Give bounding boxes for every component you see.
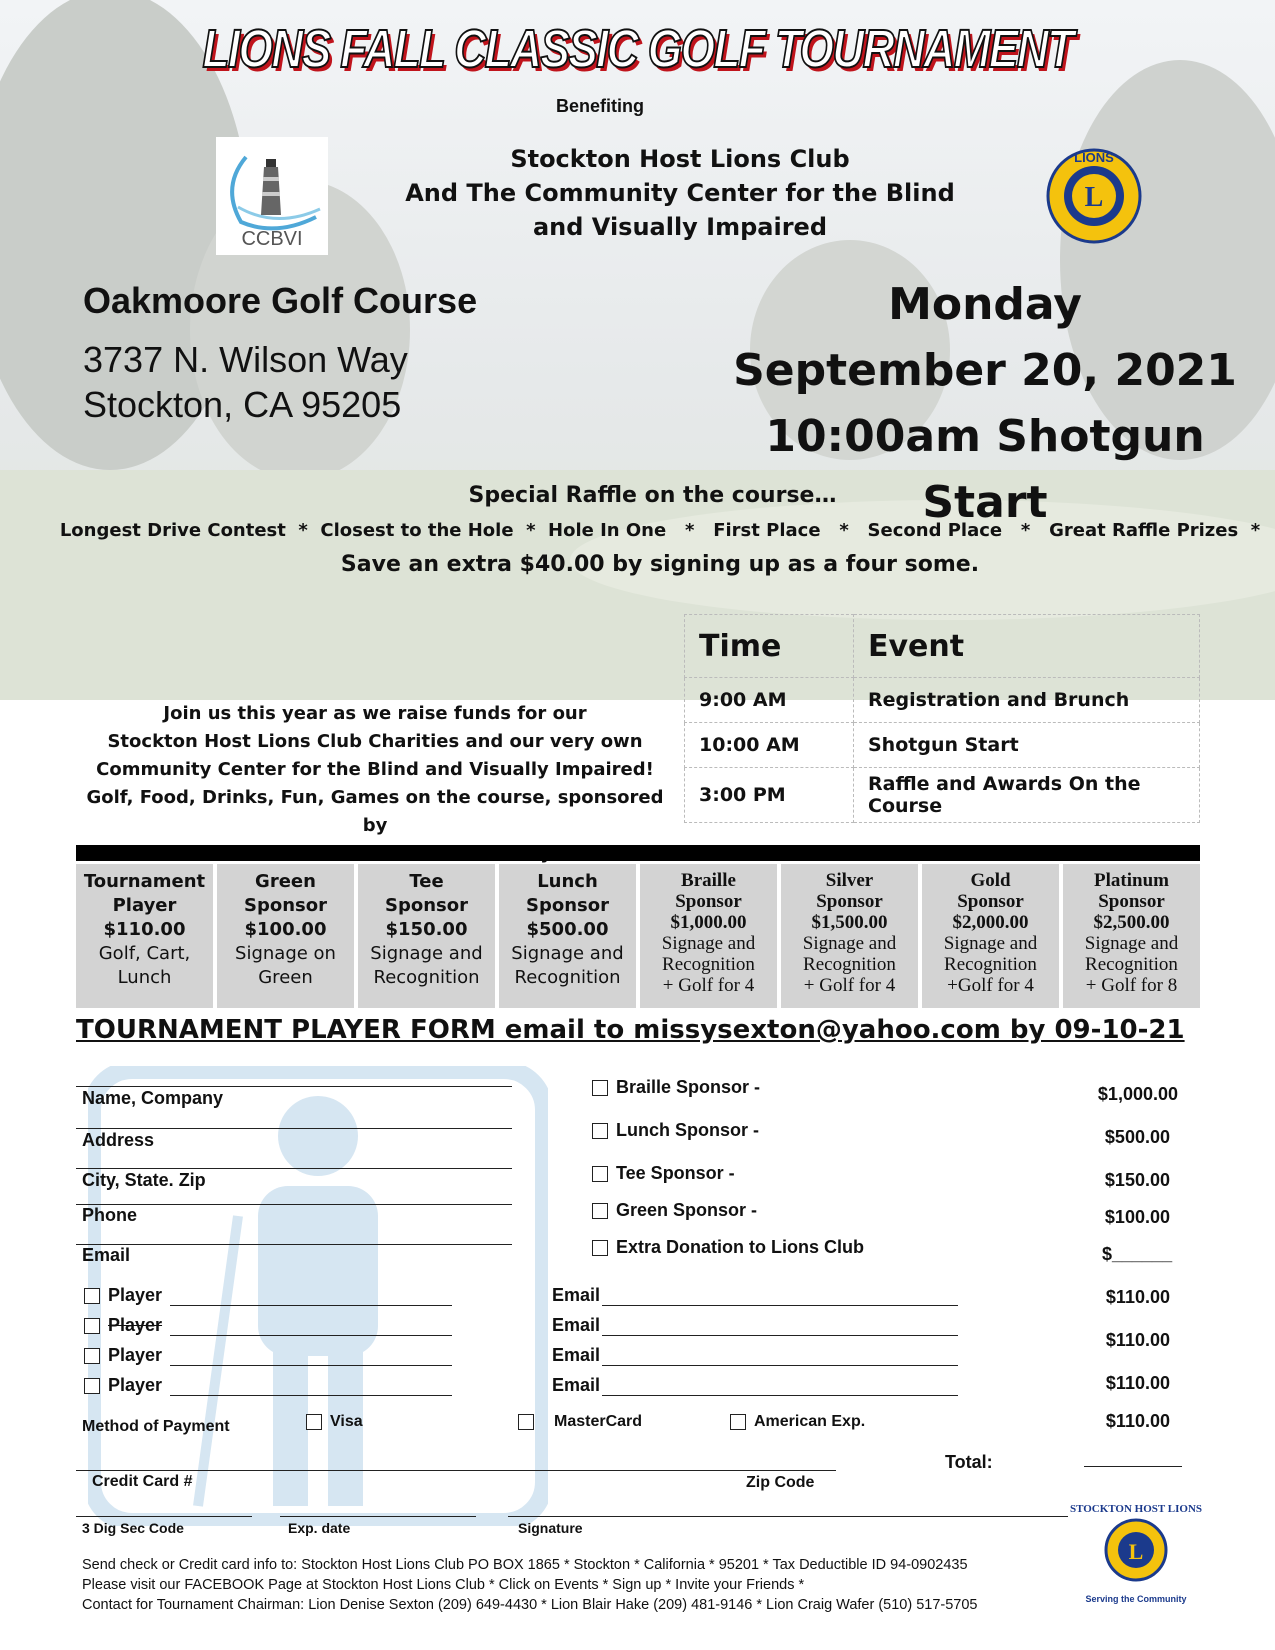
venue-city: Stockton, CA 95205 (83, 384, 402, 425)
player-3-line[interactable] (170, 1365, 452, 1366)
price-player-1: $110.00 (1105, 1287, 1170, 1307)
address-label: Address (82, 1130, 155, 1150)
total-label: Total: (945, 1452, 993, 1472)
tier-tournament-player: Tournament Player $110.00 Golf, Cart, Lunch (76, 864, 213, 1008)
table-row: 10:00 AM Shotgun Start (685, 723, 1200, 768)
player-1-email-label: Email (552, 1285, 601, 1305)
ccbvi-logo-text: CCBVI (241, 228, 303, 250)
player-1[interactable]: Player (84, 1285, 162, 1306)
tier-green-sponsor: Green Sponsor $100.00 Signage on Green (217, 864, 354, 1008)
raffle-heading: Special Raffle on the course… (468, 483, 837, 508)
player-3-checkbox[interactable] (84, 1348, 100, 1364)
braille-checkbox[interactable] (592, 1080, 608, 1096)
player-3-email-line[interactable] (602, 1365, 958, 1366)
schedule-header-time: Time (685, 615, 854, 678)
total-line[interactable] (1084, 1466, 1182, 1467)
exp-date-label: Exp. date (288, 1520, 351, 1536)
venue-address (83, 337, 408, 427)
price-donation[interactable]: $______ (1102, 1244, 1173, 1264)
option-green[interactable]: Green Sponsor - (592, 1200, 757, 1221)
lighthouse-icon (216, 137, 328, 255)
svg-text:Serving the Community: Serving the Community (1085, 1594, 1187, 1604)
svg-text:L: L (1084, 182, 1104, 213)
player-1-checkbox[interactable] (84, 1288, 100, 1304)
join-message: Join us this year as we raise funds for our Stockton Host Lions Club Charities and our very own Community Center for the Blind and Visually Impaired! Golf, Food, Drinks, Fun, Games on the course, sponsored by (86, 703, 664, 836)
form-heading: TOURNAMENT PLAYER FORM email to missysexton@yahoo.com by 09-10-21 (76, 1015, 1185, 1045)
price-braille: $1,000.00 (1097, 1084, 1178, 1104)
player-4-email-line[interactable] (602, 1395, 958, 1396)
player-1-email-line[interactable] (602, 1305, 958, 1306)
player-3[interactable]: Player (84, 1345, 162, 1366)
event-day: Monday (888, 279, 1082, 330)
signature-label: Signature (518, 1520, 583, 1536)
price-player-4: $110.00 (1105, 1411, 1170, 1431)
sponsorship-tiers (76, 864, 1200, 1008)
mastercard-option[interactable]: MasterCard (518, 1413, 642, 1431)
tournament-title: LIONS FALL CLASSIC GOLF TOURNAMENT (202, 19, 1073, 79)
schedule-table (684, 614, 1200, 823)
tier-tee-sponsor: Tee Sponsor $150.00 Signage and Recognition (358, 864, 495, 1008)
foursome-savings: Save an extra $40.00 by signing up as a four some. (340, 552, 980, 577)
name-company-label: Name, Company (82, 1088, 224, 1108)
tier-lunch-sponsor: Lunch Sponsor $500.00 Signage and Recognition (499, 864, 636, 1008)
option-tee[interactable]: Tee Sponsor - (592, 1163, 735, 1184)
method-of-payment-label: Method of Payment (82, 1418, 230, 1435)
svg-text:L: L (1128, 1539, 1144, 1564)
option-extra-donation[interactable]: Extra Donation to Lions Club (592, 1237, 864, 1258)
player-2[interactable]: Player (84, 1315, 162, 1336)
venue-street: 3737 N. Wilson Way (83, 339, 408, 380)
security-code-label: 3 Dig Sec Code (82, 1520, 184, 1536)
stockton-host-lions-badge (1070, 1498, 1202, 1616)
tier-platinum-sponsor: Platinum Sponsor $2,500.00 Signage and Recognition + Golf for 8 (1063, 864, 1200, 1008)
lions-logo-text: LIONS (1074, 150, 1114, 165)
player-3-email-label: Email (552, 1345, 601, 1365)
schedule-header-event: Event (854, 615, 1200, 678)
city-state-zip-label: City, State. Zip (82, 1170, 206, 1190)
lions-international-logo (1046, 138, 1142, 254)
exp-date-line[interactable] (280, 1516, 476, 1517)
option-lunch[interactable]: Lunch Sponsor - (592, 1120, 759, 1141)
footer-facebook: Please visit our FACEBOOK Page at Stockton Host Lions Club * Click on Events * Sign up * Invite your Friends * (82, 1577, 805, 1593)
raffle-items: Longest Drive Contest * Closest to the Hole * Hole In One * First Place * Second Place * Great Raffle Prizes * (59, 520, 1261, 541)
price-player-3: $110.00 (1105, 1373, 1170, 1393)
email-line[interactable] (76, 1244, 512, 1245)
amex-checkbox[interactable] (730, 1414, 746, 1430)
ccbvi-logo (216, 137, 328, 255)
price-player-2: $110.00 (1105, 1330, 1170, 1350)
player-4-email-label: Email (552, 1375, 601, 1395)
divider-bar (76, 845, 1200, 861)
donation-checkbox[interactable] (592, 1240, 608, 1256)
price-lunch: $500.00 (1104, 1127, 1170, 1147)
tier-silver-sponsor: Silver Sponsor $1,500.00 Signage and Recognition + Golf for 4 (781, 864, 918, 1008)
email-label: Email (82, 1245, 131, 1265)
player-2-email-label: Email (552, 1315, 601, 1335)
phone-label: Phone (82, 1205, 138, 1225)
player-4[interactable]: Player (84, 1375, 162, 1396)
org-line-3: and Visually Impaired (532, 213, 828, 241)
footer-info (82, 1555, 978, 1615)
player-4-line[interactable] (170, 1395, 452, 1396)
player-2-line[interactable] (170, 1335, 452, 1336)
green-checkbox[interactable] (592, 1203, 608, 1219)
event-full-date: September 20, 2021 (733, 345, 1237, 396)
name-line[interactable] (76, 1086, 512, 1087)
signature-line[interactable] (508, 1516, 1068, 1517)
beneficiaries (330, 142, 1030, 244)
city-line[interactable] (76, 1168, 512, 1169)
lunch-checkbox[interactable] (592, 1123, 608, 1139)
org-line-2: And The Community Center for the Blind (405, 179, 955, 207)
amex-option[interactable]: American Exp. (730, 1413, 865, 1431)
option-braille[interactable]: Braille Sponsor - (592, 1077, 760, 1098)
tier-braille-sponsor: Braille Sponsor $1,000.00 Signage and Recognition + Golf for 4 (640, 864, 777, 1008)
table-row: 9:00 AM Registration and Brunch (685, 678, 1200, 723)
player-1-line[interactable] (170, 1305, 452, 1306)
benefiting-label: Benefiting (556, 96, 644, 116)
player-4-checkbox[interactable] (84, 1378, 100, 1394)
credit-card-label: Credit Card # (92, 1473, 193, 1490)
player-2-email-line[interactable] (602, 1335, 958, 1336)
event-start-time: 10:00am Shotgun Start (765, 411, 1205, 528)
credit-card-line[interactable] (76, 1470, 836, 1471)
visa-checkbox[interactable] (306, 1414, 322, 1430)
security-code-line[interactable] (76, 1516, 252, 1517)
price-tee: $150.00 (1104, 1170, 1170, 1190)
phone-line[interactable] (76, 1204, 512, 1205)
mastercard-checkbox[interactable] (518, 1414, 534, 1430)
org-line-1: Stockton Host Lions Club (510, 145, 850, 173)
footer-contacts: Contact for Tournament Chairman: Lion Denise Sexton (209) 649-4430 * Lion Blair Hake (209) 481-9146 * Lion Craig Wafer (510) 517-5705 (82, 1597, 978, 1613)
zip-code-label: Zip Code (746, 1474, 815, 1491)
visa-option[interactable]: Visa (306, 1413, 363, 1431)
tier-gold-sponsor: Gold Sponsor $2,000.00 Signage and Recognition +Golf for 4 (922, 864, 1059, 1008)
player-2-checkbox[interactable] (84, 1318, 100, 1334)
tee-checkbox[interactable] (592, 1166, 608, 1182)
address-line[interactable] (76, 1128, 512, 1129)
svg-text:STOCKTON HOST LIONS: STOCKTON HOST LIONS (1070, 1503, 1202, 1515)
footer-mailing: Send check or Credit card info to: Stockton Host Lions Club PO BOX 1865 * Stockton * California * 95201 * Tax Deductible ID 94-0902435 (82, 1557, 968, 1573)
table-row: 3:00 PM Raffle and Awards On the Course (685, 768, 1200, 823)
price-green: $100.00 (1104, 1207, 1170, 1227)
venue-name: Oakmoore Golf Course (83, 280, 478, 321)
